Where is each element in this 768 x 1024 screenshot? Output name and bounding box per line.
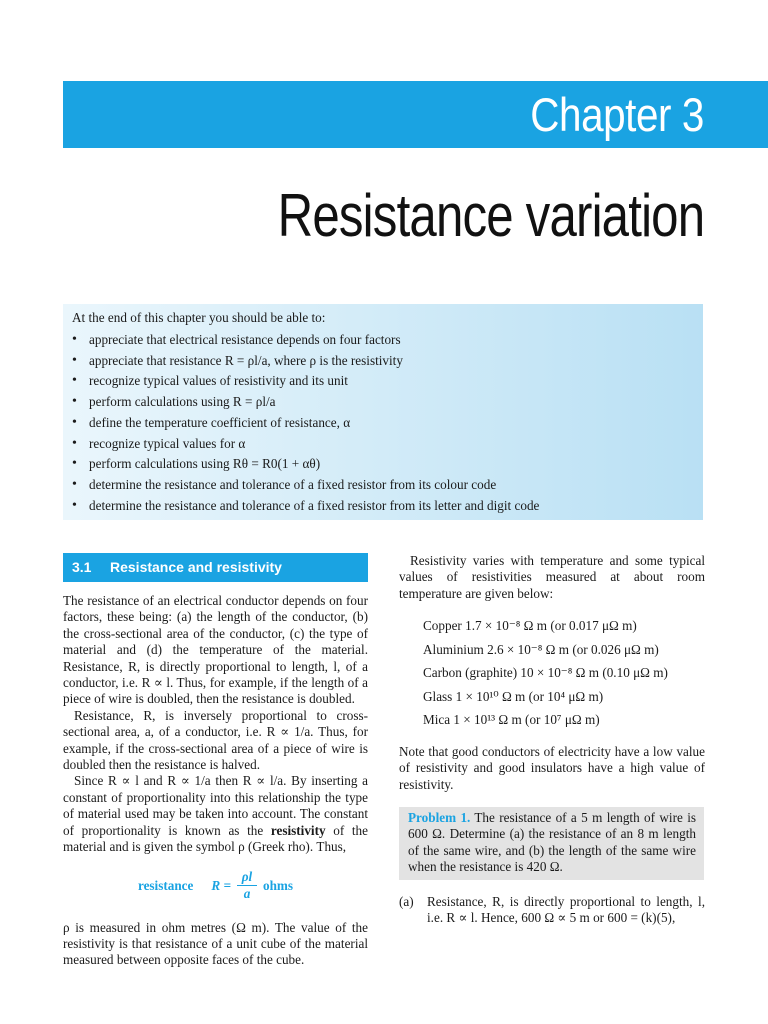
problem-box	[399, 807, 704, 880]
objective-item: • appreciate that resistance R = ρl/a, where ρ is the resistivity	[72, 351, 703, 372]
formula-fraction	[237, 869, 257, 902]
objective-item: • appreciate that electrical resistance depends on four factors	[72, 330, 703, 351]
resistivity-item: Carbon (graphite) 10 × 10⁻⁸ Ω m (0.10 μΩ m)	[423, 665, 668, 681]
problem-label: Problem 1.	[408, 809, 471, 825]
resistance-formula	[63, 866, 368, 906]
resistivity-list	[423, 614, 705, 732]
objectives-list	[72, 330, 703, 516]
left-column	[63, 553, 368, 969]
answer-part-a	[399, 894, 705, 927]
term-resistivity: resistivity	[270, 822, 326, 838]
chapter-number: Chapter 3	[530, 88, 704, 141]
objectives-intro: At the end of this chapter you should be able to:	[72, 310, 326, 325]
paragraph: Note that good conductors of electricity have a low value of resistivity and good insulators have a high value of resistivity.	[399, 743, 705, 792]
resistivity-item: Mica 1 × 10¹³ Ω m (or 10⁷ μΩ m)	[423, 712, 600, 728]
chapter-title: Resistance variation	[277, 182, 704, 249]
section-title: Resistance and resistivity	[110, 559, 282, 575]
paragraph: Resistance, R, is inversely proportional to cross-sectional area, a, of a conductor, i.e. R ∝ 1/a. Thus, for example, if the cross-sectional area of a piece of wire is doubled then the resistance is halved.	[63, 707, 368, 773]
paragraph: ρ is measured in ohm metres (Ω m). The value of the resistivity is that resistance of a unit cube of the material measured between opposite faces of the cube.	[63, 919, 368, 968]
resistivity-item: Aluminium 2.6 × 10⁻⁸ Ω m (or 0.026 μΩ m)	[423, 641, 659, 657]
formula-lhs: R =	[211, 877, 231, 893]
objective-item: • recognize typical values of resistivity and its unit	[72, 371, 703, 392]
formula-numerator: ρl	[241, 869, 253, 884]
formula-unit: ohms	[263, 877, 294, 893]
formula-label: resistance	[137, 877, 194, 893]
formula-denominator: a	[243, 886, 251, 901]
chapter-banner	[63, 81, 768, 148]
resistivity-item: Copper 1.7 × 10⁻⁸ Ω m (or 0.017 μΩ m)	[423, 618, 637, 634]
right-column	[399, 553, 705, 926]
paragraph: Since R ∝ l and R ∝ 1/a then R ∝ l/a. By inserting a constant of proportionality into this relationship the type of material used may be taken into account. The constant of proportionality is known as the resistivity of the material and is given the symbol ρ (Greek rho). Thus,	[63, 773, 368, 855]
section-number: 3.1	[72, 559, 92, 575]
paragraph: Resistivity varies with temperature and some typical values of resistivities measured at about room temperature are given below:	[399, 553, 705, 601]
objective-item: • determine the resistance and tolerance of a fixed resistor from its colour code	[72, 475, 703, 496]
problem-text: The resistance of a 5 m length of wire is 600 Ω. Determine (a) the resistance of an 8 m length of the same wire, and (b) the length of the same wire when the resistance is 420 Ω.	[408, 809, 696, 875]
section-heading	[63, 553, 368, 582]
objective-item: • determine the resistance and tolerance of a fixed resistor from its letter and digit code	[72, 496, 703, 517]
objective-item: • define the temperature coefficient of resistance, α	[72, 413, 703, 434]
resistivity-item: Glass 1 × 10¹⁰ Ω m (or 10⁴ μΩ m)	[423, 688, 604, 704]
answer-label: (a)	[399, 893, 414, 909]
objective-item: • perform calculations using Rθ = R0(1 + αθ)	[72, 454, 703, 475]
answer-text: Resistance, R, is directly proportional to length, l, i.e. R ∝ l. Hence, 600 Ω ∝ 5 m or 600 = (k)(5),	[427, 893, 705, 925]
learning-objectives-box	[63, 304, 703, 520]
paragraph: The resistance of an electrical conductor depends on four factors, these being: (a) the length of the conductor, (b) the cross-sectional area of the conductor, (c) the type of material and (d) the temperature of the material. Resistance, R, is directly proportional to length, l, of a conductor, i.e. R ∝ l. Thus, for example, if the length of a piece of wire is doubled, then the resistance is doubled.	[63, 593, 368, 707]
objective-item: • recognize typical values for α	[72, 434, 703, 455]
objective-item: • perform calculations using R = ρl/a	[72, 392, 703, 413]
